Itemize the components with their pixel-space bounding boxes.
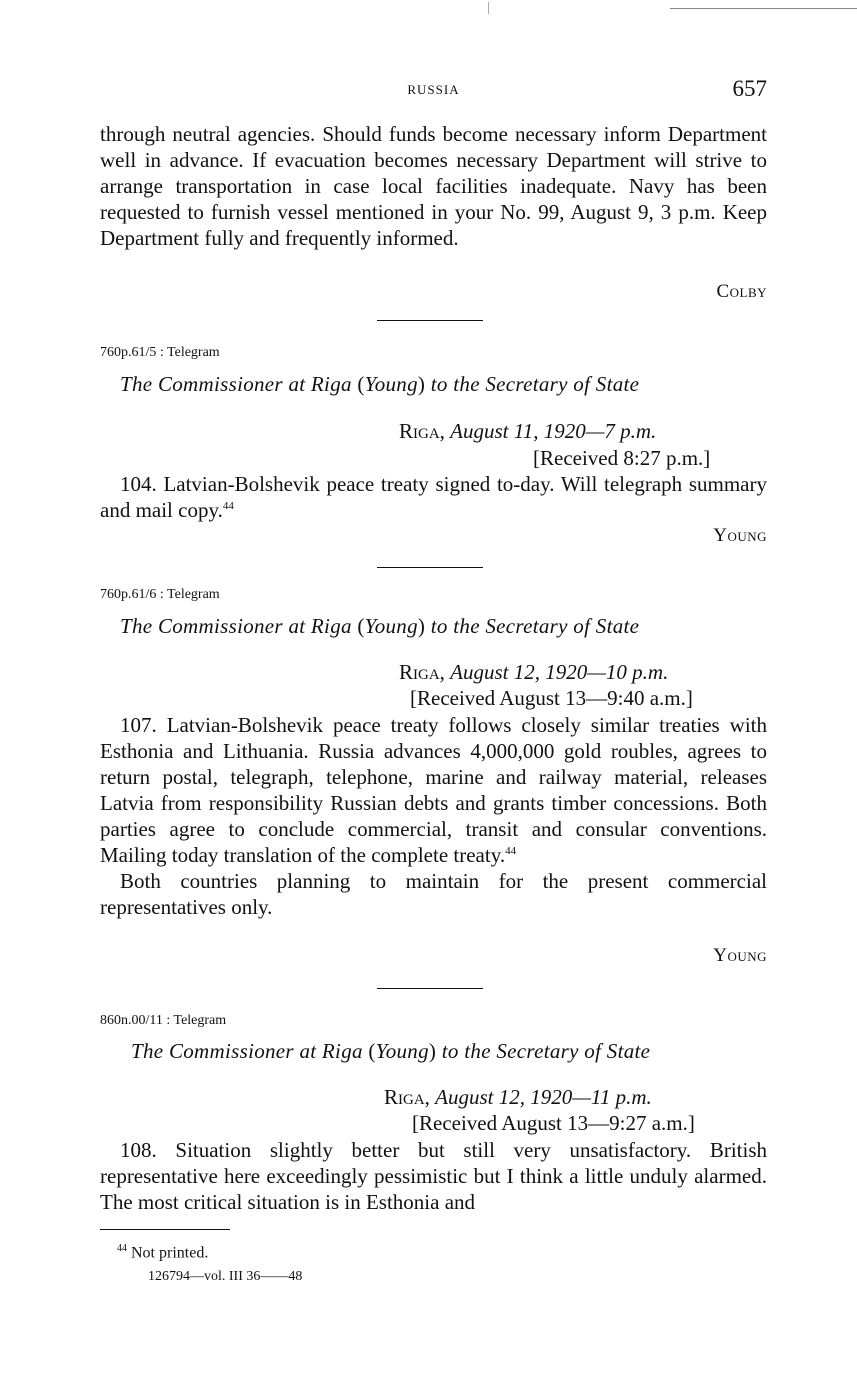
document-heading: [120, 372, 639, 397]
file-reference: 760p.61/6 : Telegram: [100, 587, 220, 602]
heading-sender: The Commissioner at Riga: [131, 1039, 363, 1063]
printer-line: 126794—vol. III 36——48: [148, 1269, 303, 1284]
section-divider: [377, 567, 483, 568]
message-block: [100, 712, 767, 920]
footnote-reference: 44: [505, 845, 517, 857]
page-header: [100, 76, 767, 106]
dateline-date: August 12, 1920—11 p.m.: [435, 1085, 652, 1109]
heading-recipient: to the Secretary of State: [425, 372, 640, 396]
heading-sender: The Commissioner at Riga: [120, 614, 352, 638]
dateline: [384, 1085, 652, 1110]
footnote: [117, 1243, 208, 1262]
running-head: RUSSIA: [407, 82, 460, 97]
heading-paren-close: ): [417, 372, 426, 396]
message-block: [100, 471, 767, 523]
signature-young: Young: [713, 525, 767, 546]
file-reference: 760p.61/5 : Telegram: [100, 345, 220, 360]
footnote-marker: 44: [117, 1243, 127, 1254]
heading-paren-open: (: [368, 1039, 376, 1063]
message-paragraph: [100, 471, 767, 523]
footnote-text: Not printed.: [131, 1244, 209, 1262]
heading-paren-open: (: [357, 614, 365, 638]
section-divider: [377, 320, 483, 321]
received-line: [Received 8:27 p.m.]: [533, 446, 711, 470]
message-block: [100, 1137, 767, 1215]
heading-name: Young: [375, 1039, 429, 1063]
message-paragraph: Both countries planning to maintain for the present commercial representatives only.: [100, 869, 767, 919]
heading-name: Young: [364, 372, 418, 396]
heading-paren-open: (: [357, 372, 365, 396]
dateline-date: August 11, 1920—7 p.m.: [450, 419, 657, 443]
dateline: [399, 660, 668, 685]
opening-paragraph-block: [100, 121, 767, 251]
message-paragraph: [100, 712, 767, 868]
scan-edge-tick: [488, 2, 489, 14]
section-divider: [377, 988, 483, 989]
dateline-date: August 12, 1920—10 p.m.: [450, 660, 669, 684]
page-number: 657: [732, 76, 767, 101]
message-paragraph: 108. Situation slightly better but still very unsatisfactory. British representative here exceedingly pessimistic but I think a little unduly alarmed. The most critical situation is in Esthonia and: [100, 1138, 767, 1214]
heading-paren-close: ): [417, 614, 426, 638]
heading-name: Young: [364, 614, 418, 638]
dateline-place: Riga,: [384, 1085, 430, 1109]
dateline: [399, 419, 656, 444]
opening-paragraph: through neutral agencies. Should funds become necessary inform Department well in advance. If evacuation becomes necessary Department will strive to arrange transportation in case local facilities inadequate. Navy has been requested to furnish vessel mentioned in your No. 99, August 9, 3 p.m. Keep Department fully and frequently informed.: [100, 122, 767, 250]
message-text: 107. Latvian-Bolshevik peace treaty follows closely similar treaties with Esthonia and Lithuania. Russia advances 4,000,000 gold roubles, agrees to return postal, telegraph, telephone, marine and railway material, releases Latvia from responsibility Russian debts and grants timber concessions. Both parties agree to conclude commercial, transit and consular conventions. Mailing today translation of the complete treaty.: [100, 713, 767, 867]
signature-young: Young: [713, 945, 767, 966]
dateline-place: Riga,: [399, 660, 445, 684]
received-line: [Received August 13—9:40 a.m.]: [410, 686, 693, 710]
heading-recipient: to the Secretary of State: [425, 614, 640, 638]
heading-recipient: to the Secretary of State: [436, 1039, 651, 1063]
file-reference: 860n.00/11 : Telegram: [100, 1013, 227, 1028]
scan-edge-line: [670, 8, 857, 9]
document-heading: [120, 614, 639, 639]
signature-colby: Colby: [716, 281, 767, 302]
received-line: [Received August 13—9:27 a.m.]: [412, 1111, 695, 1135]
dateline-place: Riga,: [399, 419, 445, 443]
heading-paren-close: ): [428, 1039, 437, 1063]
heading-sender: The Commissioner at Riga: [120, 372, 352, 396]
footnote-reference: 44: [222, 500, 234, 512]
document-heading: [131, 1039, 650, 1064]
footnote-rule: [100, 1229, 230, 1230]
message-text: 104. Latvian-Bolshevik peace treaty signed to-day. Will telegraph summary and mail copy.: [100, 472, 767, 522]
